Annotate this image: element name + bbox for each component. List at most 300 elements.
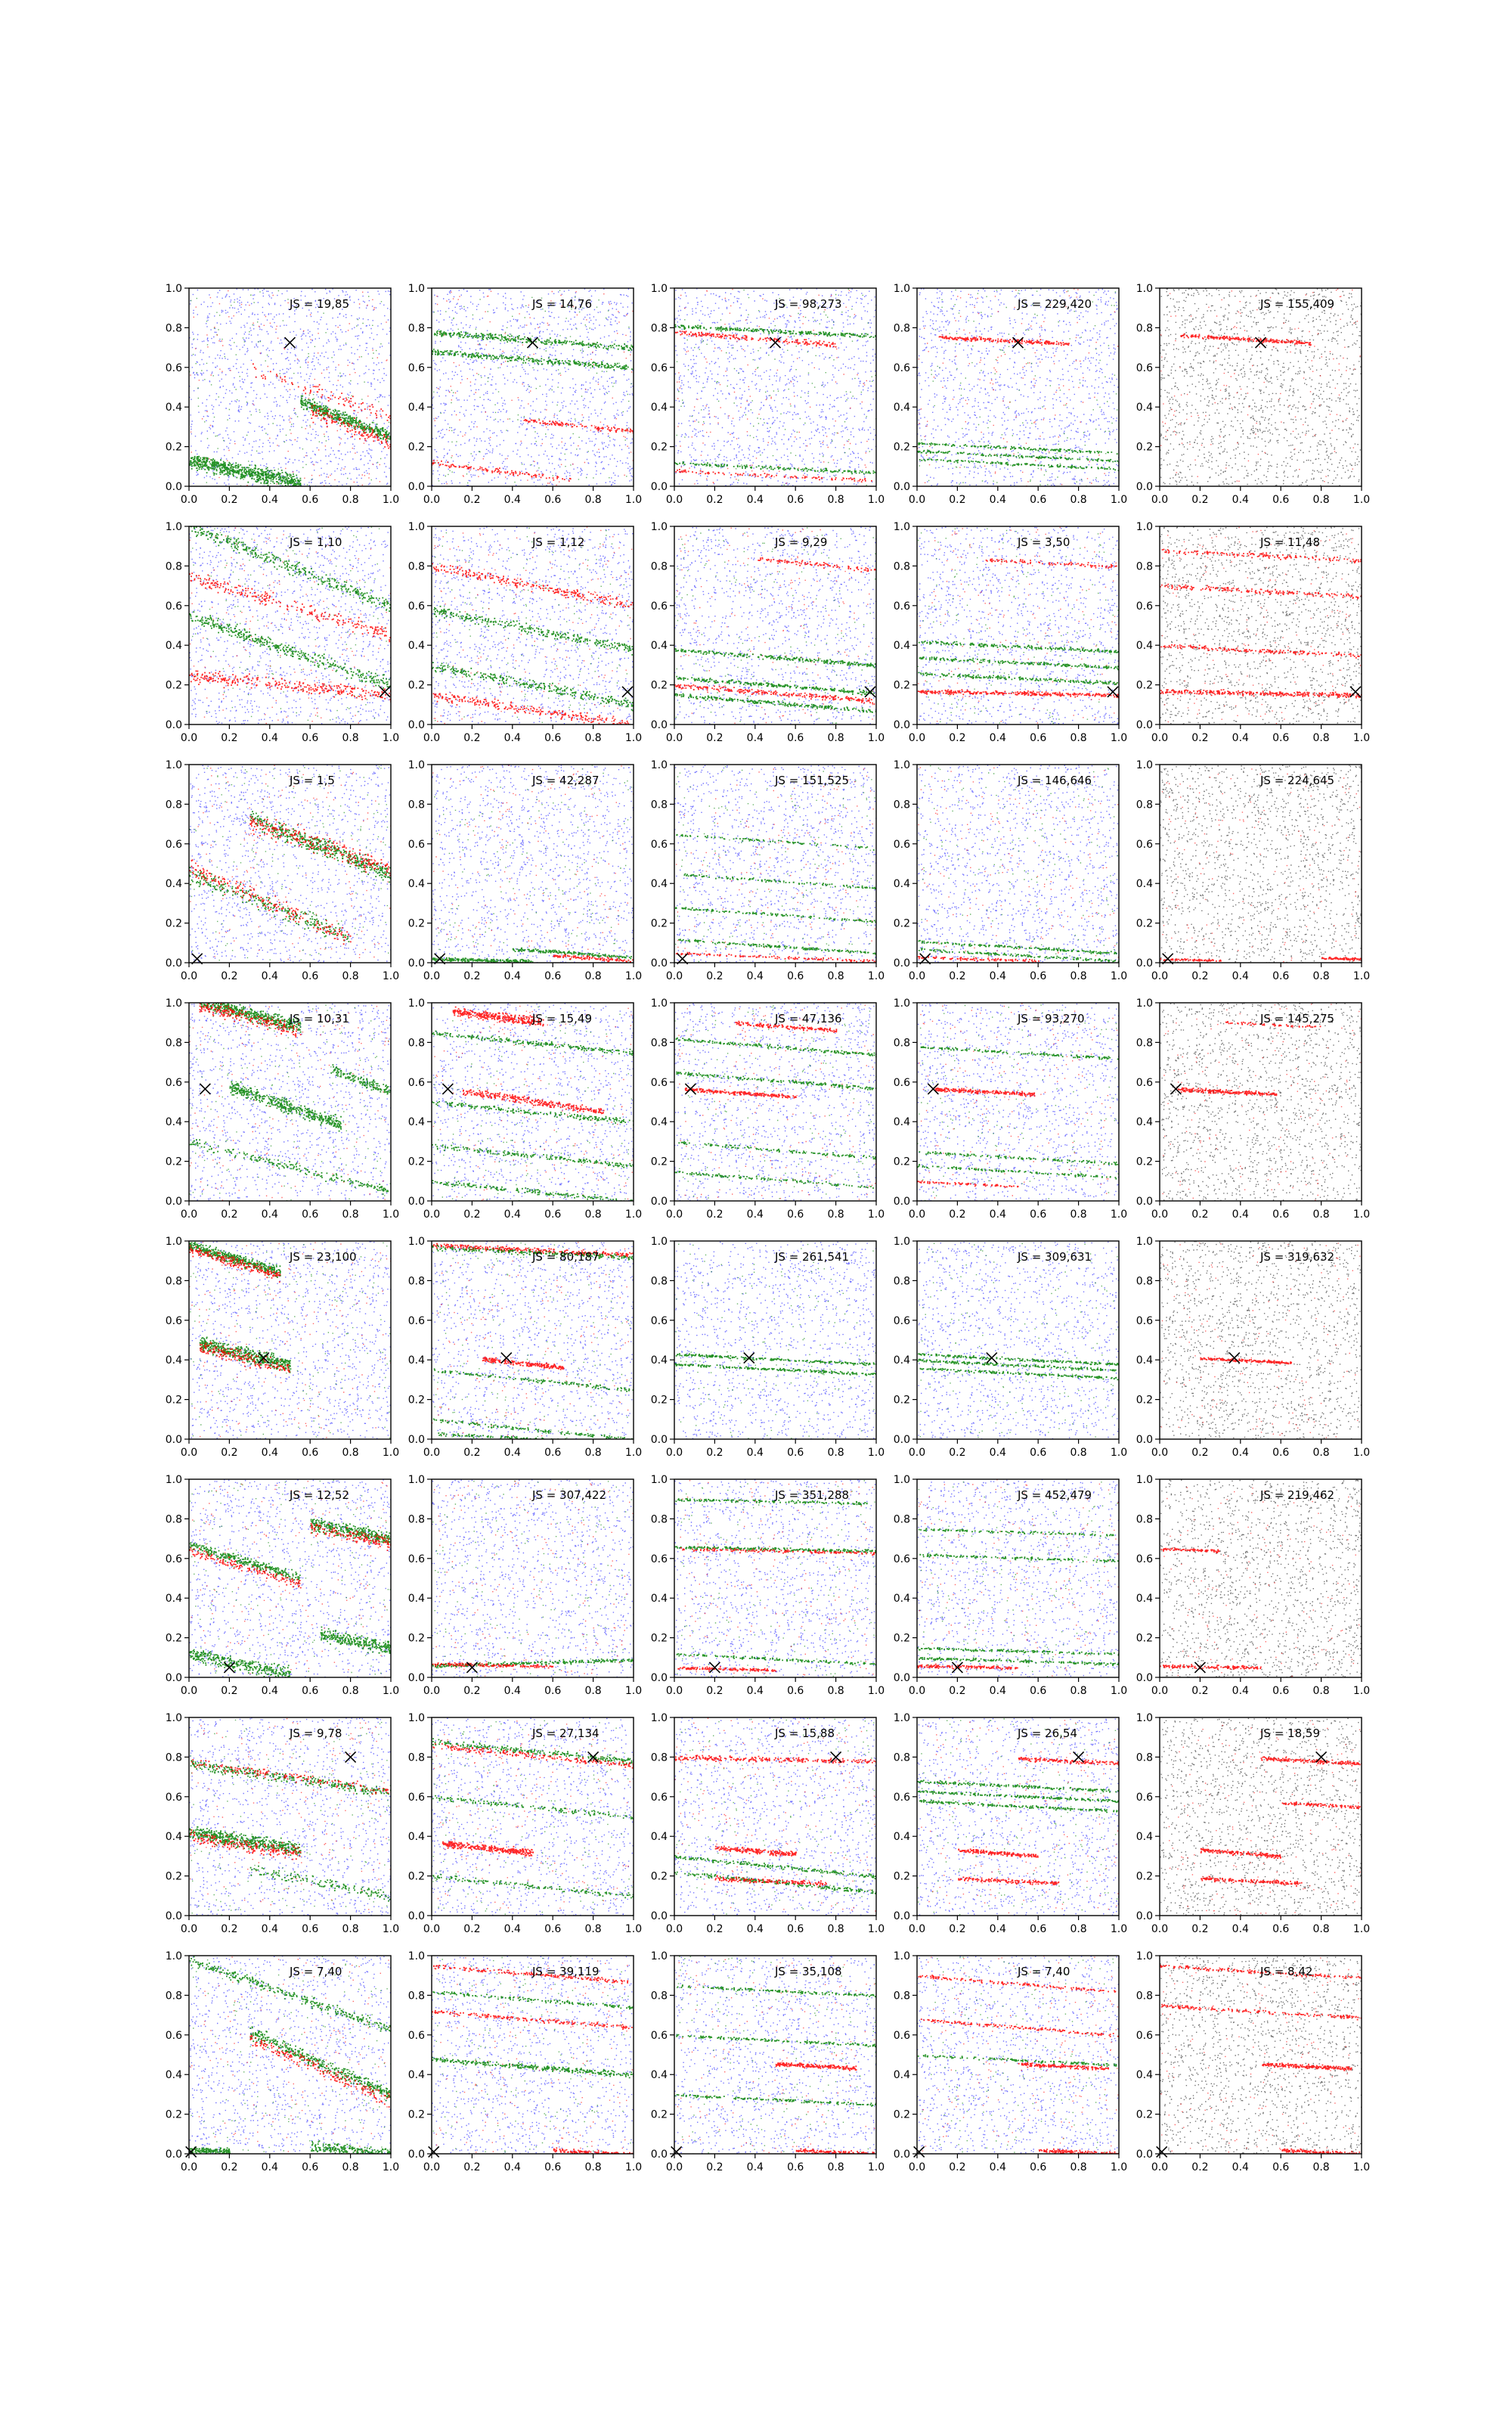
- y-tick-label: 0.2: [165, 441, 182, 454]
- blue-background-points: [432, 1479, 634, 1678]
- y-tick-label: 1.0: [1136, 1712, 1153, 1724]
- x-tick-label: 0.6: [1272, 1923, 1290, 1935]
- y-tick-label: 0.4: [650, 1831, 668, 1844]
- x-tick-label: 0.6: [1030, 2161, 1047, 2173]
- y-tick-label: 0.4: [165, 1831, 182, 1844]
- y-tick-label: 0.6: [165, 2029, 182, 2042]
- x-tick-label: 1.0: [1110, 970, 1128, 982]
- green-band-points: [432, 349, 635, 371]
- x-tick-label: 0.4: [261, 1685, 278, 1697]
- axes-frame: [189, 1717, 391, 1916]
- x-tick-label: 0.4: [1232, 732, 1249, 744]
- y-tick-label: 0.4: [1136, 1354, 1153, 1367]
- scatter-panel: [166, 283, 399, 506]
- red-band-points: [453, 1007, 544, 1027]
- x-tick-label: 0.8: [342, 1208, 359, 1221]
- red-scattered-points: [921, 1720, 1120, 1913]
- red-band-points: [1161, 2004, 1362, 2021]
- x-tick-label: 0.2: [949, 1685, 966, 1697]
- green-scattered-points: [434, 765, 634, 961]
- y-tick-label: 0.0: [650, 719, 668, 731]
- y-tick-label: 0.4: [1136, 1831, 1153, 1844]
- y-tick-label: 0.2: [1136, 441, 1153, 454]
- scatter-points: [674, 1479, 877, 1678]
- black-background-points: [1160, 1241, 1362, 1440]
- js-annotation: JS = 11,48: [1260, 535, 1320, 549]
- scatter-points: [189, 1240, 392, 1441]
- scatter-points: [917, 765, 1120, 963]
- x-tick-label: 0.2: [221, 732, 238, 744]
- y-tick-label: 0.4: [165, 402, 182, 414]
- js-annotation: JS = 452,479: [1018, 1488, 1092, 1502]
- red-band-points: [1201, 1876, 1302, 1887]
- js-annotation: JS = 319,632: [1260, 1250, 1335, 1264]
- red-band-points: [249, 2035, 392, 2108]
- y-tick-label: 1.0: [165, 1950, 182, 1962]
- red-scattered-points: [676, 768, 877, 963]
- green-scattered-points: [677, 289, 877, 486]
- y-tick-label: 0.0: [893, 1910, 910, 1922]
- x-tick-label: 1.0: [867, 732, 885, 744]
- axes-frame: [1160, 765, 1362, 963]
- axes-frame: [432, 1956, 634, 2154]
- y-tick-label: 0.8: [650, 799, 668, 811]
- red-band-points: [1282, 1801, 1361, 1809]
- y-tick-label: 0.2: [1136, 679, 1153, 692]
- x-tick-label: 0.6: [302, 1685, 319, 1697]
- green-band-points: [919, 1657, 1120, 1666]
- red-band-points: [433, 693, 635, 729]
- y-tick-label: 0.2: [407, 1394, 425, 1407]
- y-tick-label: 0.0: [893, 1434, 910, 1446]
- green-band-points: [676, 1038, 877, 1057]
- x-tick-label: 0.4: [503, 970, 521, 982]
- x-tick-label: 0.0: [423, 494, 441, 506]
- y-tick-label: 0.2: [165, 1870, 182, 1883]
- x-tick-label: 0.0: [908, 970, 926, 982]
- scatter-panel: [408, 521, 642, 744]
- green-band-points: [189, 1240, 280, 1278]
- y-tick-label: 0.4: [1136, 2069, 1153, 2082]
- blue-background-points: [674, 1717, 877, 1916]
- y-tick-label: 0.4: [1136, 640, 1153, 653]
- red-band-points: [675, 1754, 877, 1764]
- x-tick-label: 0.4: [746, 1923, 764, 1935]
- scatter-panel: [894, 1474, 1127, 1697]
- y-tick-label: 0.6: [407, 1553, 425, 1565]
- red-band-points: [1321, 957, 1363, 961]
- green-band-points: [674, 648, 877, 668]
- scatter-points: [917, 1956, 1120, 2157]
- green-band-points: [432, 1738, 634, 1765]
- blue-background-points: [674, 1241, 877, 1440]
- red-band-points: [958, 1848, 1039, 1857]
- x-tick-label: 1.0: [867, 970, 885, 982]
- y-tick-label: 0.4: [165, 2069, 182, 2082]
- scatter-points: [674, 1241, 877, 1440]
- x-tick-label: 0.8: [1070, 1447, 1087, 1459]
- x-tick-label: 0.8: [827, 1447, 844, 1459]
- y-tick-label: 0.2: [165, 1632, 182, 1645]
- x-tick-label: 0.8: [1312, 2161, 1330, 2173]
- x-tick-label: 0.2: [706, 970, 723, 982]
- js-annotation: JS = 47,136: [775, 1012, 842, 1025]
- js-annotation: JS = 151,525: [775, 774, 850, 787]
- scatter-points: [674, 1717, 877, 1916]
- y-tick-label: 0.4: [893, 1593, 910, 1606]
- green-band-points: [189, 1542, 300, 1584]
- x-tick-label: 0.4: [261, 732, 278, 744]
- x-tick-label: 0.4: [1232, 1447, 1249, 1459]
- x-tick-label: 0.8: [584, 494, 602, 506]
- red-band-points: [432, 2010, 635, 2030]
- scatter-points: [432, 1241, 634, 1446]
- x-tick-label: 0.2: [221, 1208, 238, 1221]
- red-band-points: [1176, 1087, 1278, 1097]
- y-tick-label: 1.0: [650, 1236, 668, 1248]
- y-tick-label: 0.4: [407, 878, 425, 891]
- y-tick-label: 1.0: [407, 1474, 425, 1486]
- green-band-points: [189, 1649, 291, 1682]
- blue-background-points: [432, 526, 634, 725]
- x-tick-label: 0.0: [908, 2161, 926, 2173]
- blue-background-points: [189, 1241, 392, 1440]
- green-band-points: [229, 1081, 342, 1132]
- y-tick-label: 0.6: [650, 600, 668, 613]
- y-tick-label: 0.8: [893, 799, 910, 811]
- js-annotation: JS = 27,134: [532, 1727, 600, 1740]
- x-tick-label: 0.2: [1191, 1208, 1209, 1221]
- x-tick-label: 0.4: [503, 494, 521, 506]
- scatter-panel: [1136, 759, 1370, 982]
- y-tick-label: 0.8: [407, 799, 425, 811]
- y-tick-label: 0.6: [165, 1076, 182, 1089]
- x-tick-label: 0.8: [1312, 1208, 1330, 1221]
- x-tick-label: 0.2: [949, 494, 966, 506]
- x-tick-label: 0.6: [787, 970, 804, 982]
- green-band-points: [918, 1790, 1119, 1803]
- scatter-points: [917, 1479, 1120, 1678]
- x-tick-label: 0.4: [1232, 1685, 1249, 1697]
- scatter-panel: [166, 520, 399, 744]
- scatter-panel: [1136, 1474, 1370, 1697]
- y-tick-label: 0.6: [1136, 1314, 1153, 1327]
- x-tick-label: 0.8: [1070, 1685, 1087, 1697]
- black-background-points: [1160, 1956, 1362, 2155]
- green-scattered-points: [432, 1956, 631, 2155]
- y-tick-label: 0.0: [893, 957, 910, 970]
- y-tick-label: 0.0: [165, 2149, 182, 2161]
- y-tick-label: 0.2: [165, 1394, 182, 1407]
- y-tick-label: 0.2: [893, 1632, 910, 1645]
- blue-background-points: [917, 1956, 1120, 2155]
- x-tick-label: 0.6: [302, 494, 319, 506]
- blue-background-points: [674, 765, 877, 964]
- x-tick-label: 0.4: [746, 732, 764, 744]
- y-tick-label: 0.8: [893, 1990, 910, 2003]
- x-tick-label: 0.4: [261, 494, 278, 506]
- y-tick-label: 1.0: [650, 1950, 668, 1962]
- x-tick-label: 0.2: [463, 494, 481, 506]
- y-tick-label: 1.0: [1136, 1474, 1153, 1486]
- x-tick-label: 0.0: [423, 732, 441, 744]
- red-band-points: [715, 1846, 797, 1857]
- y-tick-label: 0.8: [165, 1990, 182, 2003]
- scatter-points: [432, 1956, 635, 2156]
- red-band-points: [1160, 644, 1363, 659]
- y-tick-label: 0.4: [893, 1831, 910, 1844]
- x-tick-label: 0.8: [584, 970, 602, 982]
- green-band-points: [919, 1528, 1114, 1537]
- y-tick-label: 0.8: [165, 1513, 182, 1526]
- scatter-points: [1160, 765, 1363, 963]
- y-tick-label: 0.8: [1136, 1275, 1153, 1288]
- green-scattered-points: [675, 766, 877, 962]
- y-tick-label: 0.2: [650, 1394, 668, 1407]
- y-tick-label: 0.4: [407, 402, 425, 414]
- red-band-points: [1180, 334, 1311, 346]
- x-tick-label: 0.0: [908, 1685, 926, 1697]
- y-tick-label: 0.8: [1136, 560, 1153, 573]
- x-tick-label: 0.6: [1030, 1923, 1047, 1935]
- scatter-panel: [1136, 1712, 1370, 1935]
- x-tick-label: 0.8: [827, 970, 844, 982]
- y-tick-label: 0.0: [407, 957, 425, 970]
- scatter-panel: [1136, 521, 1370, 744]
- blue-background-points: [918, 1717, 1120, 1916]
- green-band-points: [676, 1353, 877, 1366]
- x-tick-label: 0.4: [746, 1208, 764, 1221]
- red-scattered-points: [190, 1718, 392, 1910]
- x-tick-label: 0.0: [180, 2161, 198, 2173]
- x-tick-label: 1.0: [382, 1447, 400, 1459]
- y-tick-label: 1.0: [650, 1474, 668, 1486]
- green-scattered-points: [433, 290, 632, 483]
- x-tick-label: 1.0: [1352, 1685, 1371, 1697]
- x-tick-label: 0.4: [989, 732, 1006, 744]
- y-tick-label: 0.4: [165, 1354, 182, 1367]
- y-tick-label: 0.2: [893, 679, 910, 692]
- green-band-points: [190, 1139, 389, 1195]
- js-annotation: JS = 1,10: [290, 535, 342, 549]
- red-scattered-points: [1163, 1487, 1360, 1677]
- x-tick-label: 0.4: [989, 1685, 1006, 1697]
- y-tick-label: 0.4: [893, 402, 910, 414]
- x-tick-label: 1.0: [624, 1208, 643, 1221]
- y-tick-label: 1.0: [650, 1712, 668, 1724]
- green-band-points: [919, 641, 1120, 653]
- x-tick-label: 0.0: [908, 1923, 926, 1935]
- y-tick-label: 0.6: [893, 1076, 910, 1089]
- x-tick-label: 0.6: [1030, 1685, 1047, 1697]
- y-tick-label: 0.4: [893, 1116, 910, 1129]
- y-tick-label: 0.0: [407, 1434, 425, 1446]
- y-tick-label: 0.6: [1136, 1553, 1153, 1565]
- y-tick-label: 0.2: [165, 679, 182, 692]
- scatter-points: [674, 1003, 878, 1202]
- blue-background-points: [674, 1956, 877, 2155]
- x-tick-label: 0.0: [423, 1923, 441, 1935]
- x-marker: [528, 337, 538, 348]
- x-tick-label: 0.0: [423, 970, 441, 982]
- js-annotation: JS = 18,59: [1260, 1727, 1320, 1740]
- y-tick-label: 0.8: [650, 1513, 668, 1526]
- axes-frame: [917, 1241, 1119, 1439]
- green-band-points: [676, 1072, 877, 1091]
- scatter-panel: [651, 521, 885, 744]
- x-tick-label: 0.2: [463, 1447, 481, 1459]
- x-tick-label: 0.0: [1151, 1208, 1169, 1221]
- x-tick-label: 0.6: [1272, 2161, 1290, 2173]
- scatter-points: [917, 1003, 1120, 1202]
- y-tick-label: 1.0: [1136, 997, 1153, 1010]
- black-background-points: [1160, 765, 1362, 963]
- y-tick-label: 0.0: [407, 719, 425, 731]
- red-scattered-points: [189, 1242, 391, 1438]
- y-tick-label: 0.4: [650, 878, 668, 891]
- y-tick-label: 0.0: [893, 1196, 910, 1208]
- blue-background-points: [432, 765, 634, 963]
- x-tick-label: 0.4: [989, 970, 1006, 982]
- js-annotation: JS = 12,52: [290, 1488, 349, 1502]
- y-tick-label: 0.0: [1136, 1910, 1153, 1922]
- axes-frame: [432, 765, 634, 963]
- x-tick-label: 1.0: [1110, 1447, 1128, 1459]
- y-tick-label: 0.0: [407, 1672, 425, 1684]
- x-tick-label: 0.6: [1272, 732, 1290, 744]
- red-band-points: [1160, 584, 1363, 600]
- red-band-points: [986, 558, 1117, 569]
- y-tick-label: 0.0: [650, 957, 668, 970]
- js-annotation: JS = 15,88: [775, 1727, 835, 1740]
- scatter-points: [189, 1479, 392, 1681]
- y-tick-label: 0.2: [893, 1870, 910, 1883]
- y-tick-label: 0.8: [407, 560, 425, 573]
- y-tick-label: 0.8: [1136, 322, 1153, 335]
- scatter-panel: [894, 1950, 1127, 2173]
- scatter-points: [1160, 526, 1363, 725]
- x-tick-label: 1.0: [624, 2161, 643, 2173]
- y-tick-label: 0.6: [165, 600, 182, 613]
- scatter-points: [189, 995, 392, 1202]
- green-band-points: [675, 1363, 876, 1376]
- scatter-panel: [651, 997, 885, 1221]
- y-tick-label: 0.2: [650, 1870, 668, 1883]
- red-scattered-points: [919, 1479, 1119, 1677]
- red-band-points: [1162, 549, 1362, 563]
- green-scattered-points: [190, 1243, 391, 1440]
- y-tick-label: 0.6: [650, 1314, 668, 1327]
- y-tick-label: 0.0: [165, 481, 182, 493]
- green-band-points: [918, 672, 1117, 686]
- x-tick-label: 0.8: [584, 1923, 602, 1935]
- scatter-panel: [651, 759, 885, 982]
- x-tick-label: 0.2: [1191, 2161, 1209, 2173]
- y-tick-label: 1.0: [893, 1474, 910, 1486]
- x-tick-label: 0.8: [1312, 1685, 1330, 1697]
- scatter-panel: [651, 1236, 885, 1459]
- y-tick-label: 0.4: [165, 878, 182, 891]
- x-tick-label: 0.4: [989, 2161, 1006, 2173]
- x-tick-label: 0.4: [503, 1447, 521, 1459]
- y-tick-label: 0.4: [165, 640, 182, 653]
- scatter-panel: [894, 521, 1127, 744]
- green-scattered-points: [677, 1480, 877, 1678]
- x-tick-label: 1.0: [624, 1685, 643, 1697]
- y-tick-label: 1.0: [893, 759, 910, 771]
- axes-frame: [1160, 1956, 1362, 2154]
- x-tick-label: 0.6: [302, 2161, 319, 2173]
- y-tick-label: 0.4: [1136, 402, 1153, 414]
- y-tick-label: 0.6: [893, 2029, 910, 2042]
- scatter-points: [432, 288, 635, 487]
- scatter-panel: [166, 1236, 399, 1459]
- x-tick-label: 0.6: [787, 494, 804, 506]
- y-tick-label: 1.0: [650, 521, 668, 533]
- x-tick-label: 0.8: [342, 1923, 359, 1935]
- scatter-points: [1160, 1241, 1362, 1440]
- js-annotation: JS = 7,40: [1018, 1965, 1070, 1978]
- x-tick-label: 0.2: [1191, 1685, 1209, 1697]
- scatter-panel: [166, 995, 399, 1221]
- x-marker: [1108, 687, 1118, 697]
- scatter-panel: [166, 1474, 399, 1697]
- red-band-points: [1018, 1757, 1120, 1766]
- green-band-points: [919, 1151, 1120, 1165]
- red-scattered-points: [1169, 1720, 1361, 1916]
- red-band-points: [677, 1666, 776, 1672]
- x-tick-label: 0.2: [1191, 732, 1209, 744]
- x-marker: [429, 2146, 439, 2157]
- y-tick-label: 0.4: [650, 2069, 668, 2082]
- green-band-points: [674, 1171, 874, 1189]
- y-tick-label: 0.6: [165, 1314, 182, 1327]
- x-tick-label: 0.4: [261, 1208, 278, 1221]
- x-tick-label: 0.8: [584, 732, 602, 744]
- y-tick-label: 0.0: [165, 719, 182, 731]
- red-band-points: [1262, 2062, 1352, 2071]
- x-tick-label: 0.4: [503, 2161, 521, 2173]
- y-tick-label: 0.4: [893, 1354, 910, 1367]
- x-tick-label: 1.0: [382, 970, 400, 982]
- green-band-points: [311, 2140, 392, 2160]
- red-scattered-points: [1160, 1957, 1359, 2152]
- x-tick-label: 0.2: [949, 2161, 966, 2173]
- y-tick-label: 0.6: [407, 600, 425, 613]
- x-tick-label: 0.6: [1030, 494, 1047, 506]
- y-tick-label: 0.2: [650, 917, 668, 930]
- scatter-panel: [651, 1712, 885, 1935]
- scatter-panel: [894, 997, 1127, 1221]
- y-tick-label: 0.0: [407, 1910, 425, 1922]
- x-tick-label: 0.4: [746, 970, 764, 982]
- y-tick-label: 0.2: [893, 1156, 910, 1168]
- js-annotation: JS = 26,54: [1018, 1727, 1077, 1740]
- y-tick-label: 0.6: [893, 361, 910, 374]
- y-tick-label: 0.2: [165, 2108, 182, 2121]
- green-band-points: [675, 324, 878, 338]
- red-scattered-points: [1160, 289, 1361, 482]
- green-scattered-points: [917, 1718, 1119, 1915]
- scatter-panel: [1136, 1236, 1370, 1459]
- red-band-points: [190, 859, 352, 945]
- green-band-points: [677, 1653, 878, 1665]
- x-tick-label: 0.0: [180, 1447, 198, 1459]
- y-tick-label: 0.0: [650, 2149, 668, 2161]
- x-tick-label: 0.8: [1070, 2161, 1087, 2173]
- x-tick-label: 0.0: [423, 1685, 441, 1697]
- x-tick-label: 1.0: [382, 1208, 400, 1221]
